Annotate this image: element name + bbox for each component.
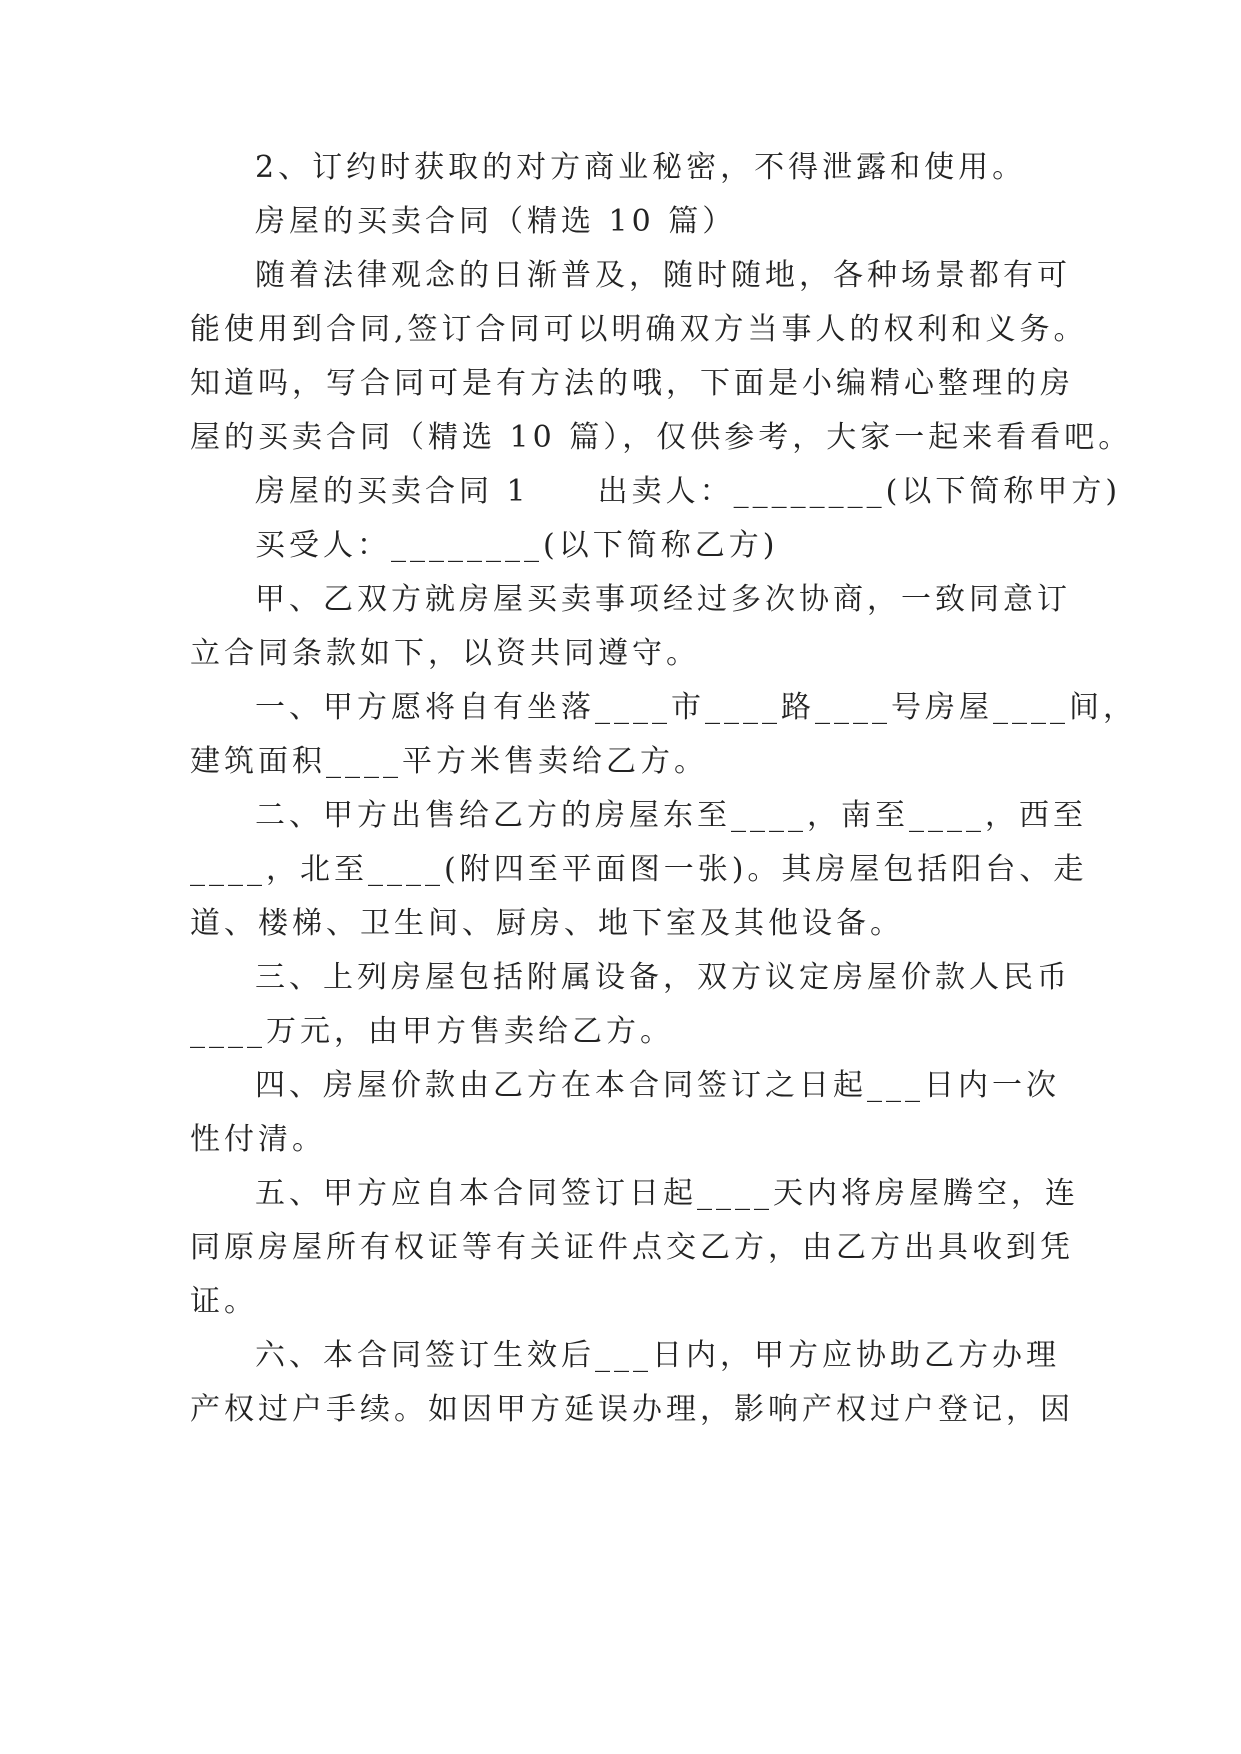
- text-line: 六、本合同签订生效后___日内，甲方应协助乙方办理: [255, 1338, 1060, 1373]
- text-line: 性付清。: [190, 1122, 326, 1157]
- text-line: 建筑面积____平方米售卖给乙方。: [190, 744, 708, 779]
- text-line: 买受人：________(以下简称乙方): [255, 528, 779, 563]
- text-line: 屋的买卖合同（精选 10 篇），仅供参考，大家一起来看看吧。: [190, 420, 1133, 455]
- text-line: ____，北至____(附四至平面图一张)。其房屋包括阳台、走: [190, 852, 1088, 887]
- text-line: 证。: [190, 1284, 258, 1319]
- text-line: 二、甲方出售给乙方的房屋东至____，南至____，西至: [255, 798, 1087, 833]
- text-line: 能使用到合同,签订合同可以明确双方当事人的权利和义务。: [190, 312, 1088, 347]
- text-line: 立合同条款如下，以资共同遵守。: [190, 636, 700, 671]
- text-line: 四、房屋价款由乙方在本合同签订之日起___日内一次: [255, 1068, 1060, 1103]
- text-line: 2、订约时获取的对方商业秘密，不得泄露和使用。: [255, 150, 1027, 185]
- text-line: 产权过户手续。如因甲方延误办理，影响产权过户登记，因: [190, 1392, 1074, 1427]
- text-line: 五、甲方应自本合同签订日起____天内将房屋腾空，连: [255, 1176, 1079, 1211]
- text-line: 同原房屋所有权证等有关证件点交乙方，由乙方出具收到凭: [190, 1230, 1074, 1265]
- document-title: 房屋的买卖合同（精选 10 篇）: [255, 204, 737, 239]
- text-line: 知道吗，写合同可是有方法的哦，下面是小编精心整理的房: [190, 366, 1074, 401]
- text-line: ____万元，由甲方售卖给乙方。: [190, 1014, 674, 1049]
- text-line: 房屋的买卖合同 1 出卖人：________(以下简称甲方): [255, 474, 1122, 509]
- text-line: 随着法律观念的日渐普及，随时随地，各种场景都有可: [255, 258, 1071, 293]
- text-line: 一、甲方愿将自有坐落____市____路____号房屋____间，: [255, 690, 1137, 725]
- text-line: 甲、乙双方就房屋买卖事项经过多次协商，一致同意订: [255, 582, 1071, 617]
- text-line: 三、上列房屋包括附属设备，双方议定房屋价款人民币: [255, 960, 1071, 995]
- text-line: 道、楼梯、卫生间、厨房、地下室及其他设备。: [190, 906, 904, 941]
